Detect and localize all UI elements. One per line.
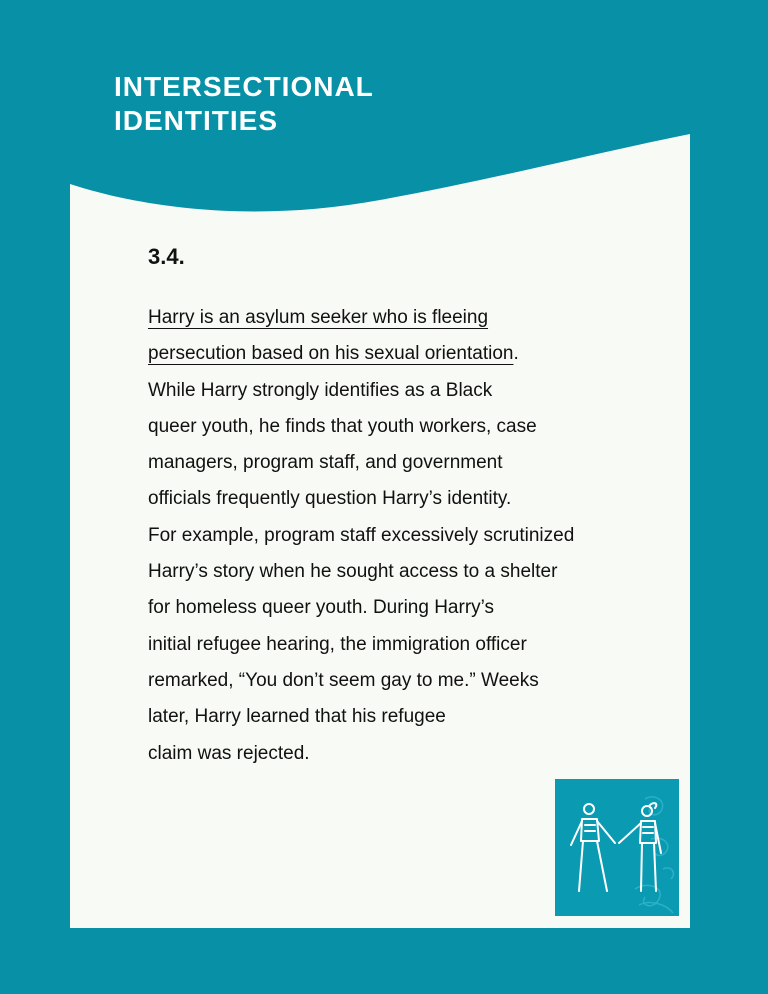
title-line-2: IDENTITIES [114,105,279,136]
text-line: remarked, “You don’t seem gay to me.” Weeks [148,669,539,691]
text-line: later, Harry learned that his refugee [148,706,446,728]
text-line [148,336,648,372]
text-line: While Harry strongly identifies as a Black [148,379,493,401]
text-line: For example, program staff excessively scrutinized [148,524,575,546]
period: . [513,343,519,365]
card-content [148,240,648,772]
text-line: claim was rejected. [148,742,310,764]
underlined-phrase: persecution based on his sexual orientation [148,343,514,365]
two-people-holding-hands-icon [555,779,679,916]
case-study-text [148,300,648,772]
page-title [114,70,374,138]
text-line: queer youth, he finds that youth workers, case [148,415,537,437]
section-number: 3.4. [148,244,185,269]
text-line: for homeless queer youth. During Harry’s [148,597,495,619]
text-line: Harry’s story when he sought access to a shelter [148,561,558,583]
text-line: managers, program staff, and government [148,452,503,474]
title-line-1: INTERSECTIONAL [114,71,374,102]
text-line: officials frequently question Harry’s identity. [148,488,512,510]
text-line: initial refugee hearing, the immigration officer [148,633,527,655]
text-line: Harry is an asylum seeker who is fleeing [148,307,489,328]
